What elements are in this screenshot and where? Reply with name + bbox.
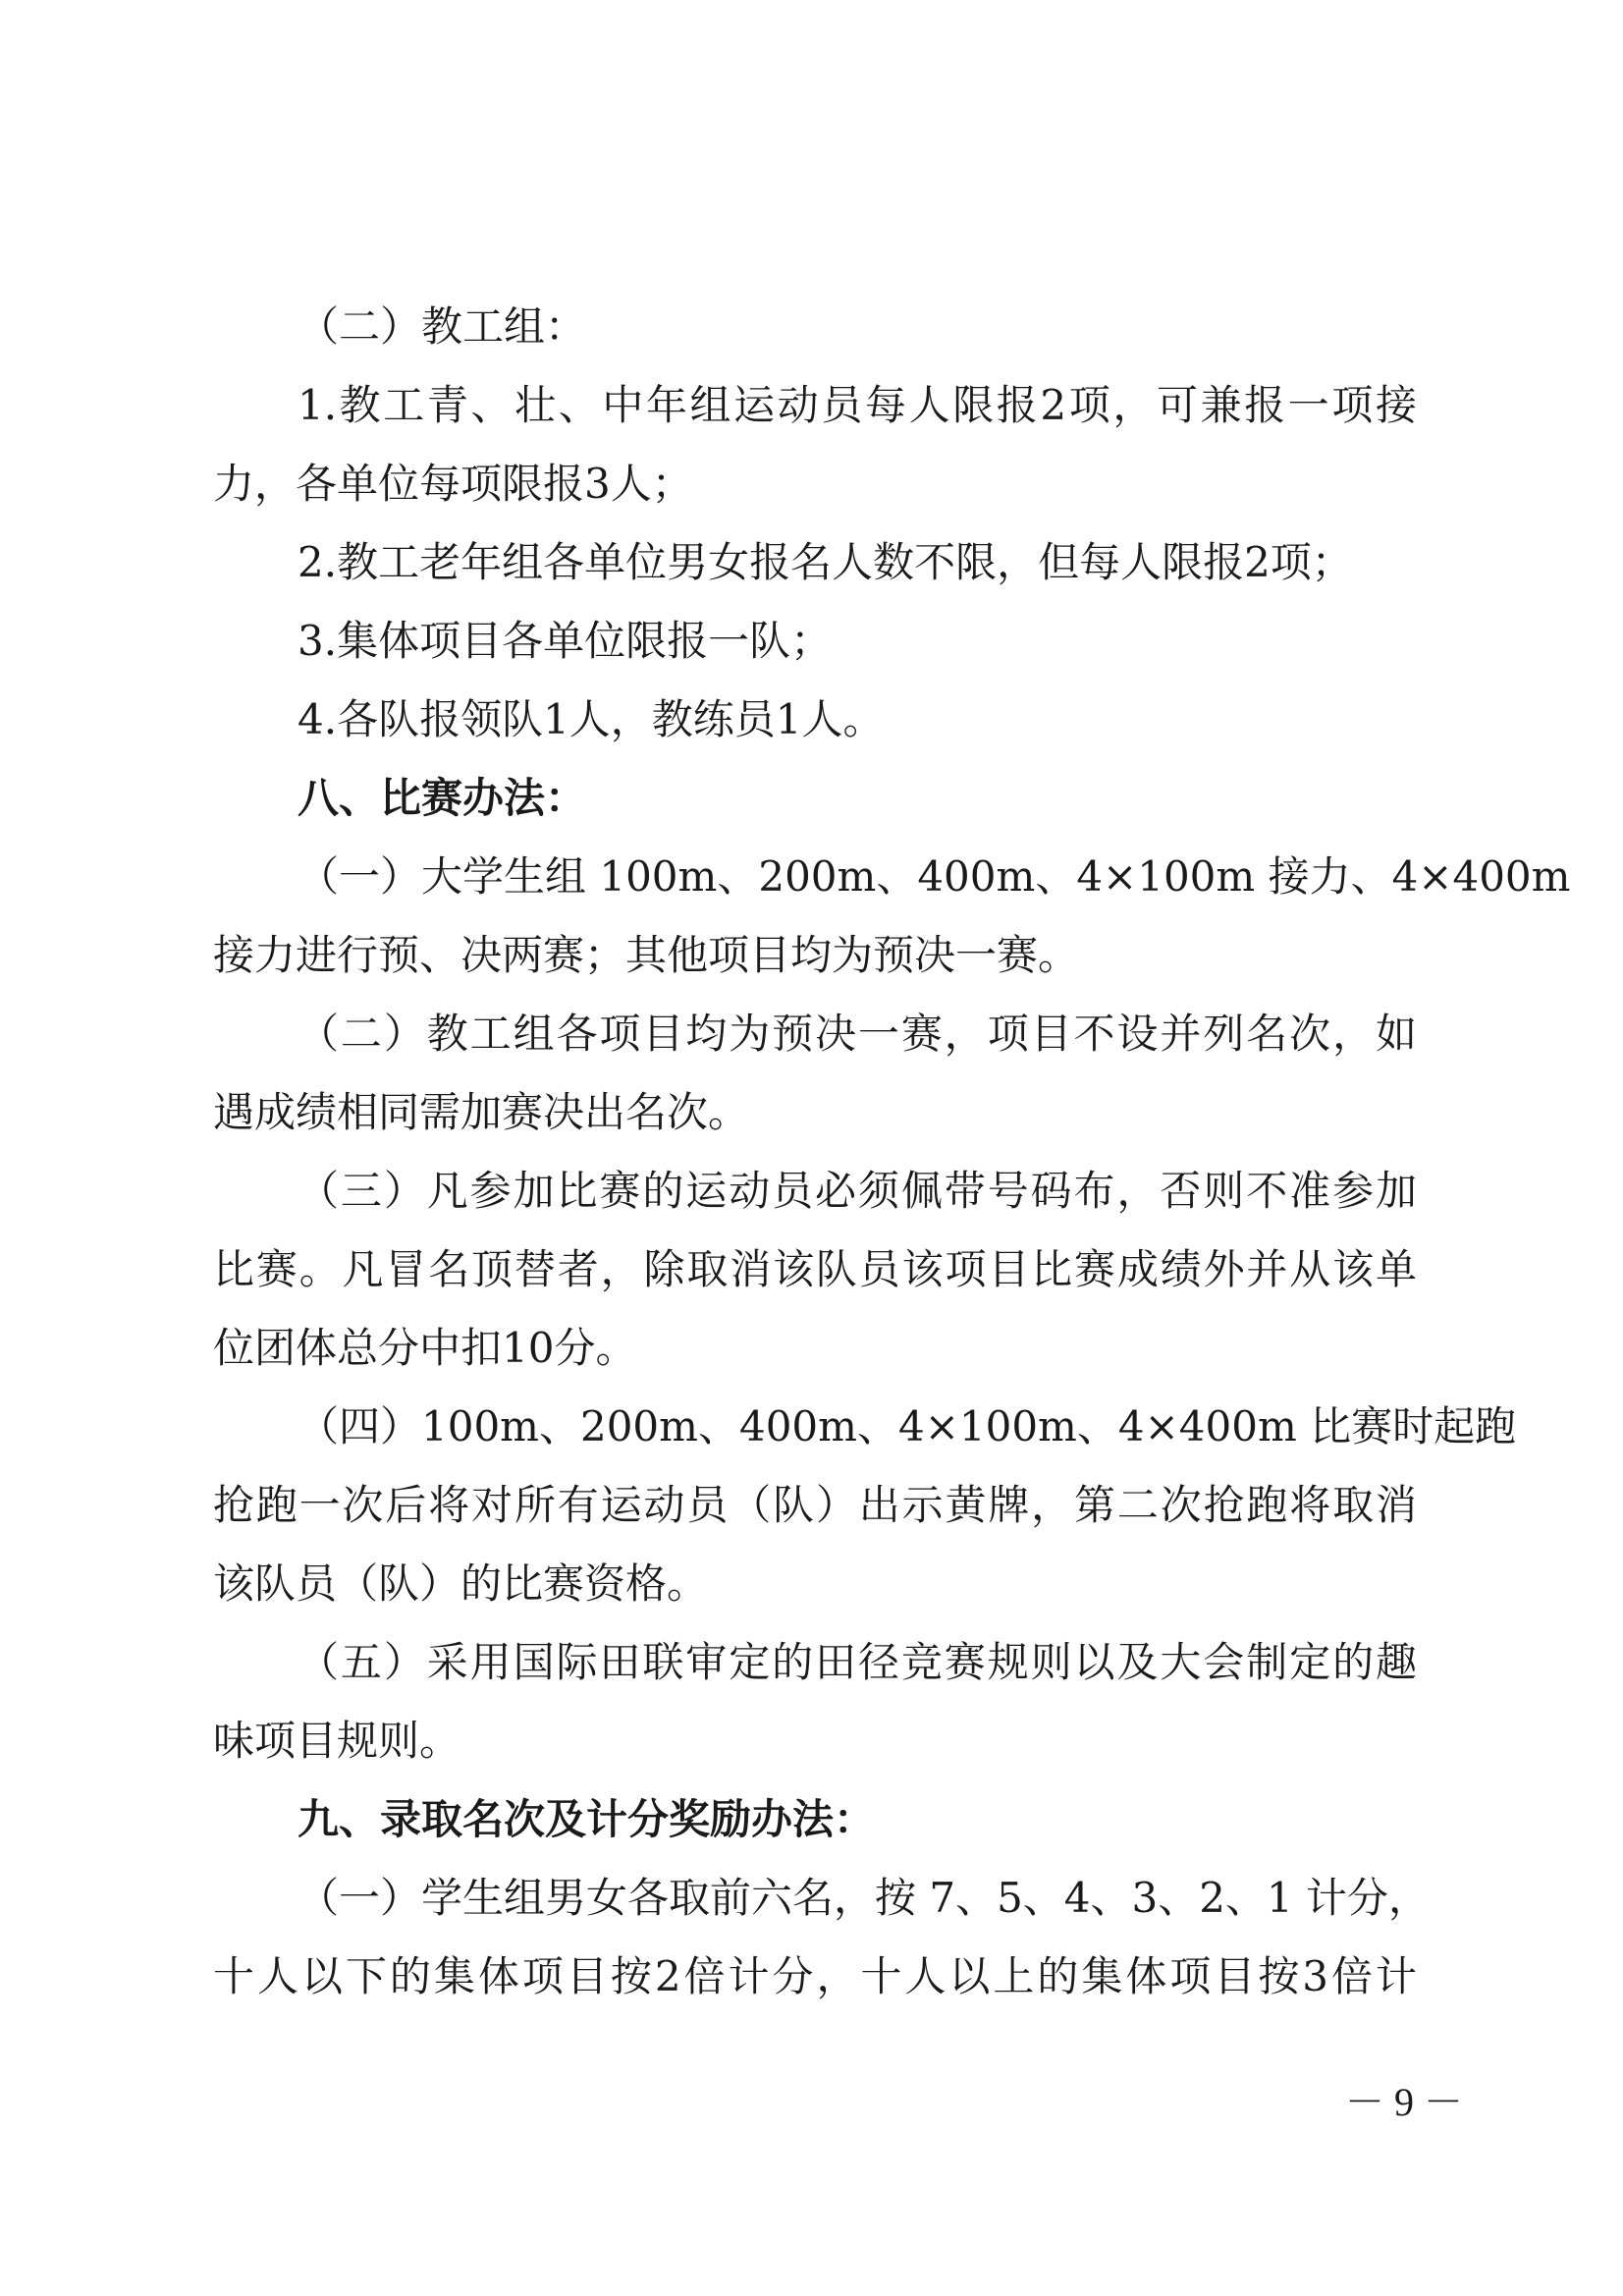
paragraph-line: 比赛。凡冒名顶替者，除取消该队员该项目比赛成绩外并从该单 xyxy=(213,1245,1417,1293)
paragraph-line: 力，各单位每项限报3人； xyxy=(213,460,693,508)
subsection-heading-staff-group: （二）教工组： xyxy=(298,302,587,351)
paragraph-line: 味项目规则。 xyxy=(213,1717,461,1765)
paragraph-line: （五）采用国际田联审定的田径竞赛规则以及大会制定的趣 xyxy=(298,1638,1417,1686)
paragraph-line: （一）大学生组 100m、200m、400m、4×100m 接力、4×400m xyxy=(298,852,1571,901)
paragraph-line: 该队员（队）的比赛资格。 xyxy=(213,1559,709,1608)
section-heading-ranking-scoring: 九、录取名次及计分奖励办法： xyxy=(298,1795,876,1843)
paragraph-line: （四）100m、200m、400m、4×100m、4×400m 比赛时起跑 xyxy=(298,1402,1517,1450)
paragraph-line: 4.各队报领队1人，教练员1人。 xyxy=(298,695,885,743)
paragraph-line: （一）学生组男女各取前六名，按 7、5、4、3、2、1 计分， xyxy=(298,1874,1431,1922)
paragraph-line: 接力进行预、决两赛；其他项目均为预决一赛。 xyxy=(213,931,1080,979)
paragraph-line: （三）凡参加比赛的运动员必须佩带号码布，否则不准参加 xyxy=(298,1167,1417,1215)
paragraph-line: （二）教工组各项目均为预决一赛，项目不设并列名次，如 xyxy=(298,1010,1417,1058)
page-number: － 9 － xyxy=(1345,2080,1463,2124)
paragraph-line: 遇成绩相同需加赛决出名次。 xyxy=(213,1088,750,1136)
paragraph-line: 抢跑一次后将对所有运动员（队）出示黄牌，第二次抢跑将取消 xyxy=(213,1481,1417,1529)
paragraph-line: 十人以下的集体项目按2倍计分，十人以上的集体项目按3倍计 xyxy=(213,1952,1417,2000)
paragraph-line: 3.集体项目各单位限报一队； xyxy=(298,617,833,665)
section-heading-competition-rules: 八、比赛办法： xyxy=(298,774,587,822)
paragraph-line: 2.教工老年组各单位男女报名人数不限，但每人限报2项； xyxy=(298,538,1353,586)
paragraph-line: 1.教工青、壮、中年组运动员每人限报2项，可兼报一项接 xyxy=(298,381,1417,429)
paragraph-line: 位团体总分中扣10分。 xyxy=(213,1324,637,1372)
